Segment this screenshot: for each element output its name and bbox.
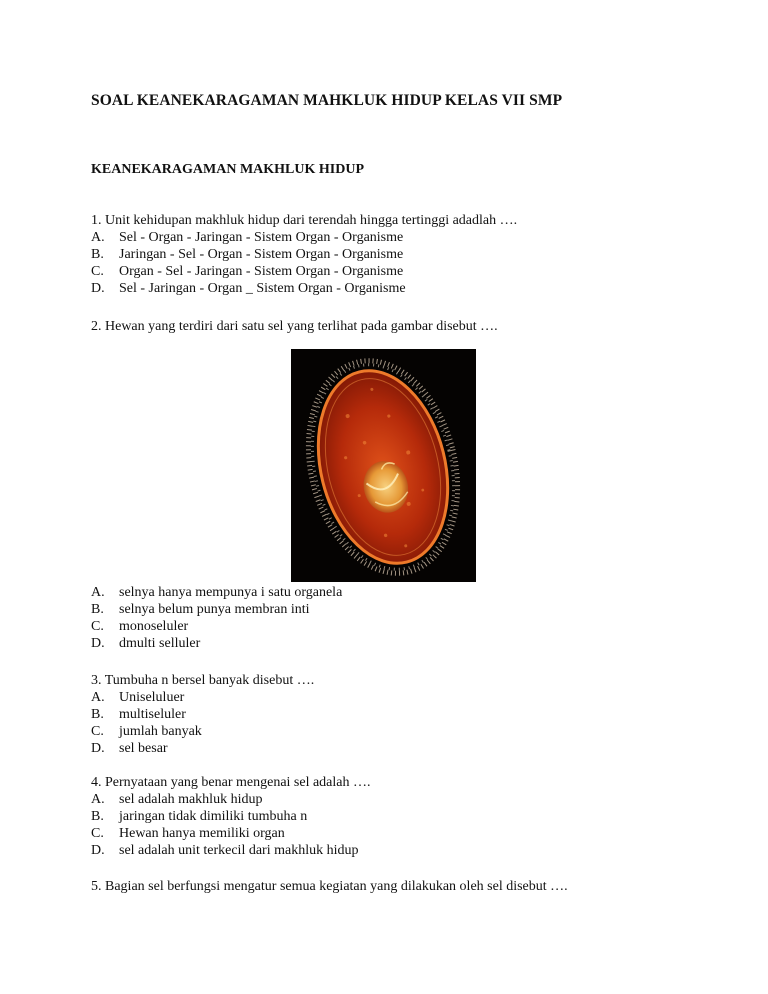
option-letter: B.: [91, 809, 104, 824]
option-letter: C.: [91, 724, 104, 739]
question-2-options: [91, 584, 342, 652]
answer-option: [91, 280, 517, 297]
question-text: 4. Pernyataan yang benar mengenai sel adalah ….: [91, 775, 371, 790]
answer-option: [91, 723, 314, 740]
option-text: Sel - Organ - Jaringan - Sistem Organ - Organisme: [119, 230, 404, 245]
option-letter: B.: [91, 707, 104, 722]
answer-option: [91, 246, 517, 263]
answer-option: [91, 618, 342, 635]
option-letter: C.: [91, 264, 104, 279]
answer-option: [91, 808, 371, 825]
question-text: 5. Bagian sel berfungsi mengatur semua kegiatan yang dilakukan oleh sel disebut ….: [91, 879, 568, 894]
option-text: sel adalah makhluk hidup: [119, 792, 263, 807]
option-letter: D.: [91, 843, 105, 858]
question-2: [91, 318, 498, 335]
option-text: Organ - Sel - Jaringan - Sistem Organ - Organisme: [119, 264, 404, 279]
option-text: selnya hanya mempunya i satu organela: [119, 585, 343, 600]
answer-option: [91, 601, 342, 618]
option-text: sel besar: [119, 741, 168, 756]
answer-option: [91, 635, 342, 652]
paramecium-illustration: [291, 349, 476, 582]
question-text: 1. Unit kehidupan makhluk hidup dari terendah hingga tertinggi adadlah ….: [91, 213, 518, 228]
question-1: [91, 212, 517, 297]
option-letter: D.: [91, 741, 105, 756]
option-text: Uniseluluer: [119, 690, 185, 705]
option-letter: B.: [91, 602, 104, 617]
option-letter: A.: [91, 230, 105, 245]
question-text: 3. Tumbuha n bersel banyak disebut ….: [91, 673, 315, 688]
answer-option: [91, 689, 314, 706]
answer-option: [91, 825, 371, 842]
option-text: dmulti selluler: [119, 636, 201, 651]
option-text: Sel - Jaringan - Organ _ Sistem Organ - Organisme: [119, 281, 406, 296]
option-text: jaringan tidak dimiliki tumbuha n: [119, 809, 308, 824]
option-letter: B.: [91, 247, 104, 262]
option-letter: C.: [91, 826, 104, 841]
question-4: [91, 774, 371, 859]
answer-option: [91, 584, 342, 601]
option-letter: D.: [91, 281, 105, 296]
answer-option: [91, 842, 371, 859]
question-text: 2. Hewan yang terdiri dari satu sel yang terlihat pada gambar disebut ….: [91, 319, 498, 334]
paramecium-cell-image: [291, 349, 476, 582]
option-text: Jaringan - Sel - Organ - Sistem Organ - Organisme: [119, 247, 404, 262]
option-text: monoseluler: [119, 619, 189, 634]
answer-option: [91, 263, 517, 280]
answer-option: [91, 229, 517, 246]
option-letter: C.: [91, 619, 104, 634]
answer-option: [91, 791, 371, 808]
option-letter: A.: [91, 690, 105, 705]
option-letter: A.: [91, 792, 105, 807]
section-heading: KEANEKARAGAMAN MAKHLUK HIDUP: [91, 162, 364, 177]
option-text: sel adalah unit terkecil dari makhluk hidup: [119, 843, 359, 858]
option-letter: D.: [91, 636, 105, 651]
answer-option: [91, 740, 314, 757]
option-letter: A.: [91, 585, 105, 600]
option-text: multiseluler: [119, 707, 186, 722]
option-text: selnya belum punya membran inti: [119, 602, 310, 617]
document-title: SOAL KEANEKARAGAMAN MAHKLUK HIDUP KELAS VII SMP: [91, 92, 563, 109]
answer-option: [91, 706, 314, 723]
option-text: Hewan hanya memiliki organ: [119, 826, 285, 841]
question-3: [91, 672, 314, 757]
question-5: [91, 878, 568, 895]
option-text: jumlah banyak: [119, 724, 202, 739]
